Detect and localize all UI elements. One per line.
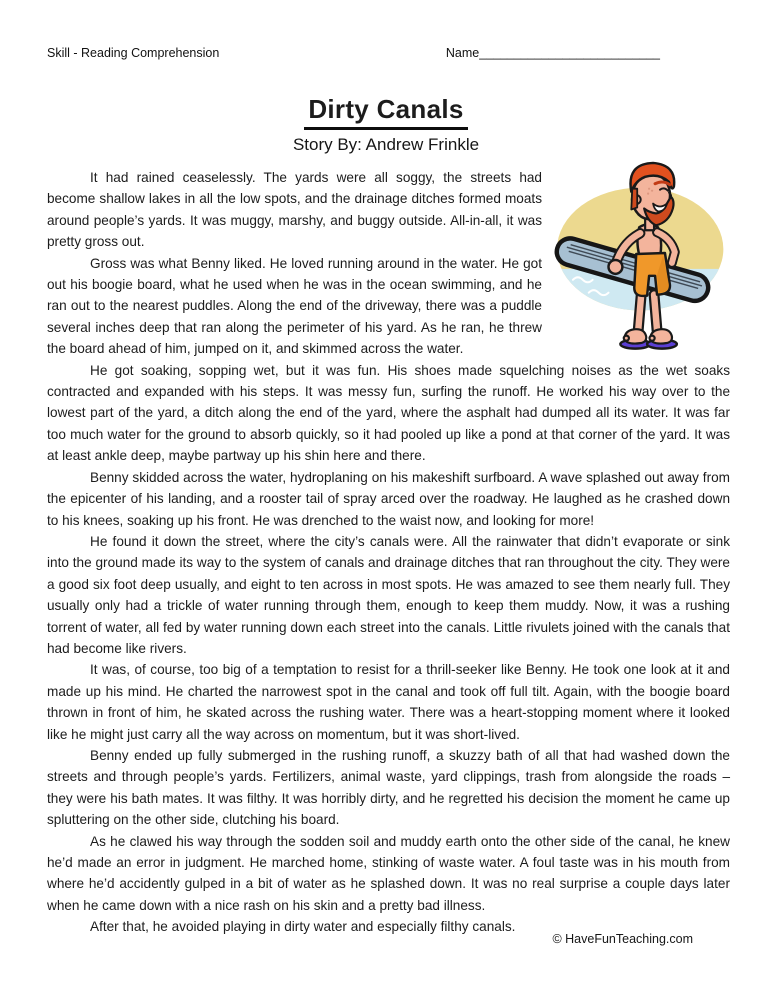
sideburn <box>631 189 637 210</box>
byline: Story By: Andrew Frinkle <box>292 135 480 154</box>
name-blank-field: Name__________________________ <box>445 46 660 60</box>
story-paragraph: After that, he avoided playing in dirty water and especially filthy canals. <box>90 919 516 935</box>
worksheet-header <box>47 46 660 60</box>
story-paragraph: As he clawed his way through the sodden soil and muddy earth onto the other side of the canal, he knew he’d made an error in judgment. He marched home, stinking of waste water. A foul taste was in his mouth from where he’d accidently gulped in a bit of water as he splashed down. It was no real surprise a couple days later when he came down with a nice rash on his skin and a pretty bad illness. <box>47 833 730 913</box>
story-paragraph: He found it down the street, where the city’s canals were. All the rainwater that didn’t evaporate or sink into the ground made its way to the system of canals and drainage ditches that ran throughout the city. They were a good six foot deep usually, and eight to ten across in most spots. He was amazed to see them nearly full. They usually only had a trickle of water running through them, enough to keep them muddy. Now, it was a rushing torrent of water, all fed by water running down each street into the canals. Little rivulets joined with the canals that had become like rivers. <box>47 533 730 656</box>
story-paragraph: Benny ended up fully submerged in the rushing runoff, a skuzzy bath of all that had washed down the streets and through people’s yards. Fertilizers, animal waste, yard clippings, trash from alongside the roads – they were his bath mates. It was filthy. It was horribly dirty, and he regretted his decision the moment he came up spluttering on the other side, clutching his board. <box>47 747 730 828</box>
title-block <box>0 94 772 155</box>
story-paragraph: Gross was what Benny liked. He loved running around in the water. He got out his boogie board, what he used when he was in the ocean swimming, and he ran out to the nearest puddles. Along the end of the driveway, there was a puddle several inches deep that ran along the perimeter of his yard. As he ran, he threw the board ahead of him, jumped on it, and skimmed across the water. <box>47 255 542 357</box>
story-body <box>47 167 730 938</box>
surfer-illustration <box>552 158 767 356</box>
story-paragraph: Benny skidded across the water, hydroplaning on his makeshift surfboard. A wave splashed out away from the epicenter of his landing, and a rooster tail of spray arced over the roadway. He laughed as he crashed down to his knees, soaking up his front. He was drenched to the waist now, and looking for more! <box>47 469 730 528</box>
copyright-footer: © HaveFunTeaching.com <box>552 932 693 946</box>
story-paragraph: It was, of course, too big of a temptation to resist for a thrill-seeker like Benny. He took one look at it and made up his mind. He charted the narrowest spot in the canal and took off full tilt. Again, with the boogie board thrown in front of him, he skated across the rushing water. There was a heart-stopping moment where it looked like he might just carry all the way across on momentum, but it was short-lived. <box>47 662 730 742</box>
story-paragraph: He got soaking, sopping wet, but it was fun. His shoes made squelching noises as the wet soaks contracted and expanded with his steps. It was messy fun, surfing the runoff. He worked his way over to the lowest part of the yard, a ditch along the end of the yard, where the asphalt had dumped all its water. It was far too much water for the ground to absorb quickly, so it had pooled up like a pond at that corner of the yard. It was at least ankle deep, maybe partway up his shin here and there. <box>47 362 730 464</box>
story-paragraph: It had rained ceaselessly. The yards were all soggy, the streets had become shallow lakes in all the low spots, and the drainage ditches formed moats around people’s yards. It was muggy, marshy, and buggy outside. All-in-all, it was pretty gross out. <box>47 170 542 250</box>
skill-label: Skill - Reading Comprehension <box>47 46 220 60</box>
page-title: Dirty Canals <box>304 94 467 130</box>
